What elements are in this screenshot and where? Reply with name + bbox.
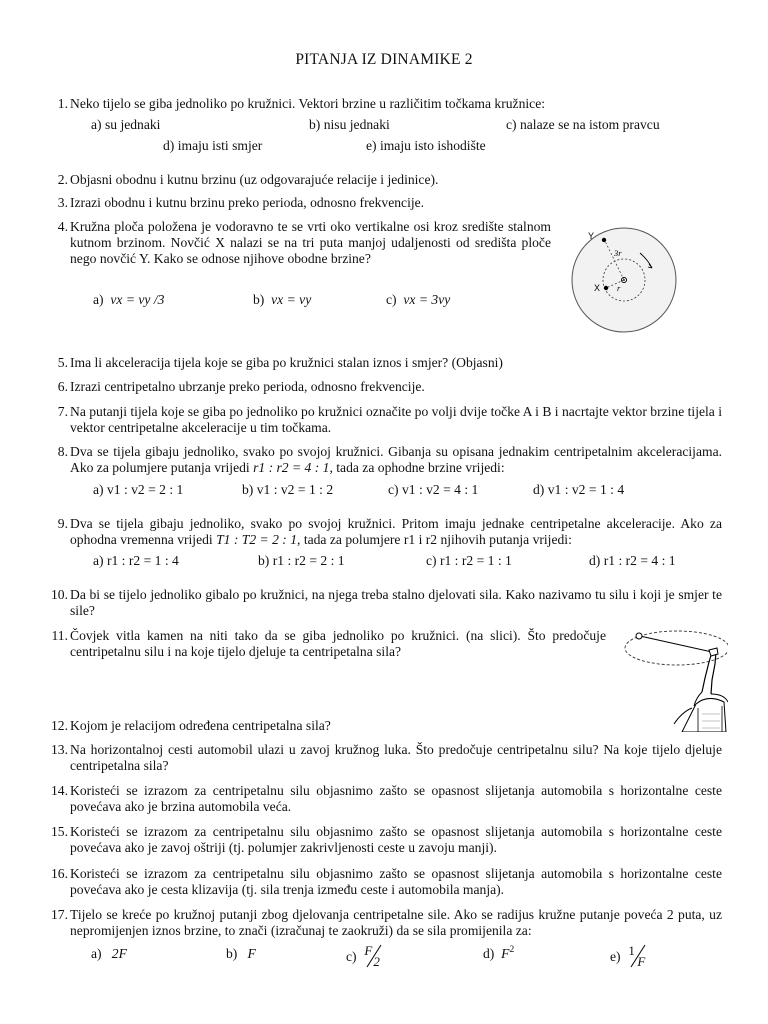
question-text-part: Dva se tijela gibaju jednoliko, svako po svojoj kružnici. Pritom imaju jednake centripetalne akceleracije. Ako za ophodna vremenna vrijedi xyxy=(70,516,722,547)
ratio-expression: T1 : T2 = 2 : 1 xyxy=(216,532,298,547)
option-4a[interactable] xyxy=(93,292,164,308)
question-number: 15. xyxy=(51,824,68,839)
option-1a[interactable]: a) su jednaki xyxy=(91,117,161,132)
question-text xyxy=(70,516,722,548)
option-9c[interactable]: c) r1 : r2 = 1 : 1 xyxy=(426,553,512,568)
fraction-numerator: F xyxy=(364,943,373,958)
question-8 xyxy=(46,444,722,476)
question-number: 10. xyxy=(51,587,68,602)
ratio-expression: r1 : r2 = 4 : 1 xyxy=(253,460,330,475)
figure-label-3r: 3r xyxy=(614,248,622,258)
question-text: Koristeći se izrazom za centripetalnu silu objasnimo zašto se opasnost slijetanja automobila s horizontalne ceste povećava ako je cesta klizavija (tj. sila trenja između ceste i automobila manja). xyxy=(70,866,722,897)
question-12 xyxy=(46,718,722,734)
option-expression: F xyxy=(247,946,256,961)
question-text: Izrazi centripetalno ubrzanje preko perioda, odnosno frekvencije. xyxy=(70,379,425,394)
option-label: c) xyxy=(346,949,357,964)
question-number: 5. xyxy=(57,355,68,370)
question-15 xyxy=(46,824,722,856)
question-text: Na putanji tijela koje se giba po jednoliko po kružnici označite po volji dvije točke A i B i nacrtajte vektor brzine tijela i vektor centripetalne akceleracije u tim točkama. xyxy=(70,404,722,435)
question-number: 14. xyxy=(51,783,68,798)
option-expression: 2F xyxy=(111,946,127,961)
option-8d[interactable]: d) v1 : v2 = 1 : 4 xyxy=(533,482,625,497)
question-text: Kojom je relacijom određena centripetalna sila? xyxy=(70,718,331,733)
question-16 xyxy=(46,866,722,898)
question-number: 16. xyxy=(51,866,68,881)
question-2 xyxy=(46,172,722,188)
question-9 xyxy=(46,516,722,548)
question-text: Objasni obodnu i kutnu brzinu (uz odgovarajuće relacije i jedinice). xyxy=(70,172,439,187)
question-number: 11. xyxy=(51,628,68,643)
option-1c[interactable]: c) nalaze se na istom pravcu xyxy=(506,117,660,132)
option-17b[interactable] xyxy=(226,946,256,962)
question-number: 9. xyxy=(57,516,68,531)
question-6 xyxy=(46,379,722,395)
question-4 xyxy=(46,219,551,267)
figure-label-r: r xyxy=(617,283,621,293)
option-expression: vx = 3vy xyxy=(403,292,451,307)
question-5 xyxy=(46,355,722,371)
option-label: e) xyxy=(610,949,621,964)
question-14 xyxy=(46,783,722,815)
option-label: b) xyxy=(226,946,238,961)
question-number: 7. xyxy=(57,404,68,419)
option-8a[interactable]: a) v1 : v2 = 2 : 1 xyxy=(93,482,184,497)
question-number: 17. xyxy=(51,907,68,922)
question-text: Kružna ploča položena je vodoravno te se vrti oko vertikalne osi kroz središte stalnom kutnom brzinom. Novčić X nalazi se na tri puta manjoj udaljenosti od središta ploče nego novčić Y. Kako se odnose njihove obodne brzine? xyxy=(70,219,551,266)
option-9a[interactable]: a) r1 : r2 = 1 : 4 xyxy=(93,553,179,568)
option-4b[interactable] xyxy=(253,292,311,308)
question-number: 6. xyxy=(57,379,68,394)
question-text: Neko tijelo se giba jednoliko po kružnici. Vektori brzine u različitim točkama kružnice: xyxy=(70,96,546,111)
option-4c[interactable] xyxy=(386,292,450,308)
stone-on-string-figure xyxy=(612,622,728,732)
figure-label-y: Y xyxy=(588,231,595,241)
question-number: 2. xyxy=(57,172,68,187)
option-8c[interactable]: c) v1 : v2 = 4 : 1 xyxy=(388,482,479,497)
question-text: Koristeći se izrazom za centripetalnu silu objasnimo zašto se opasnost slijetanja automobila s horizontalne ceste povećava ako je brzina automobila veća. xyxy=(70,783,722,814)
question-number: 4. xyxy=(57,219,68,234)
option-8b[interactable]: b) v1 : v2 = 1 : 2 xyxy=(242,482,334,497)
question-text: Da bi se tijelo jednoliko gibalo po kružnici, na njega treba stalno djelovati sila. Kako nazivamo tu silu i koji je smjer te sile? xyxy=(70,587,722,618)
option-label: c) xyxy=(386,292,397,307)
question-number: 13. xyxy=(51,742,68,757)
question-10 xyxy=(46,587,722,619)
fraction-denominator: 2 xyxy=(373,954,380,969)
question-text-part: , tada za polumjere r1 i r2 njihovih putanja vrijedi: xyxy=(297,532,572,547)
option-1e[interactable]: e) imaju isto ishodište xyxy=(366,138,486,153)
option-17d[interactable] xyxy=(483,946,514,962)
question-text xyxy=(70,444,722,476)
option-label: d) xyxy=(483,946,495,961)
question-text: Tijelo se kreće po kružnoj putanji zbog djelovanja centripetalne sile. Ako se radijus kružne putanje poveća 2 puta, uz nepromijenjen iznos brzine, to znači (izračunaj te zaokruži) da se sila promijenila za: xyxy=(70,907,722,938)
option-1d[interactable]: d) imaju isti smjer xyxy=(163,138,263,153)
question-text: Čovjek vitla kamen na niti tako da se giba jednoliko po kružnici. (na slici). Što predočuje centripetalnu silu i na koje tijelo djeluje ta centripetalna sila? xyxy=(70,628,606,659)
fraction-numerator: 1 xyxy=(628,943,635,958)
question-text-part: , tada za ophodne brzine vrijedi: xyxy=(329,460,505,475)
option-label: a) xyxy=(93,292,104,307)
question-text: Ima li akceleracija tijela koje se giba po kružnici stalan iznos i smjer? (Objasni) xyxy=(70,355,503,370)
option-1b[interactable]: b) nisu jednaki xyxy=(309,117,390,132)
option-base: F xyxy=(501,946,510,961)
option-exponent: 2 xyxy=(509,945,515,955)
fraction-1-over-f xyxy=(627,943,649,969)
question-17 xyxy=(46,907,722,939)
question-11 xyxy=(46,628,606,660)
rotating-disc-figure xyxy=(566,226,684,334)
question-1 xyxy=(46,96,722,112)
fraction-denominator: F xyxy=(637,954,646,969)
question-text-part: Dva se tijela gibaju jednoliko, svako po svojoj kružnici. Gibanja su opisana jednakim centripetalnim akceleracijama. Ako za polumjere putanja vrijedi xyxy=(70,444,722,475)
question-text: Na horizontalnoj cesti automobil ulazi u zavoj kružnog luka. Što predočuje centripetalnu silu? Na koje tijelo djeluje centripetalna sila? xyxy=(70,742,722,773)
question-number: 12. xyxy=(51,718,68,733)
fraction-f-over-2 xyxy=(363,943,385,969)
question-7 xyxy=(46,404,722,436)
question-13 xyxy=(46,742,722,774)
option-17a[interactable] xyxy=(91,946,127,962)
option-expression: vx = vy /3 xyxy=(110,292,165,307)
option-9d[interactable]: d) r1 : r2 = 4 : 1 xyxy=(589,553,676,568)
page-title: PITANJA IZ DINAMIKE 2 xyxy=(295,51,473,68)
option-label: a) xyxy=(91,946,102,961)
figure-label-x: X xyxy=(594,283,601,293)
option-17e[interactable] xyxy=(610,943,649,969)
question-text: Izrazi obodnu i kutnu brzinu preko perioda, odnosno frekvencije. xyxy=(70,195,425,210)
question-number: 3. xyxy=(57,195,68,210)
question-text: Koristeći se izrazom za centripetalnu silu objasnimo zašto se opasnost slijetanja automobila s horizontalne ceste povećava ako je zavoj oštriji (tj. polumjer zakrivljenosti ceste u zavoju manji). xyxy=(70,824,722,855)
question-3 xyxy=(46,195,722,211)
question-number: 1. xyxy=(57,96,68,111)
question-number: 8. xyxy=(57,444,68,459)
option-label: b) xyxy=(253,292,265,307)
option-17c[interactable] xyxy=(346,943,385,969)
option-expression: vx = vy xyxy=(271,292,312,307)
option-9b[interactable]: b) r1 : r2 = 2 : 1 xyxy=(258,553,345,568)
